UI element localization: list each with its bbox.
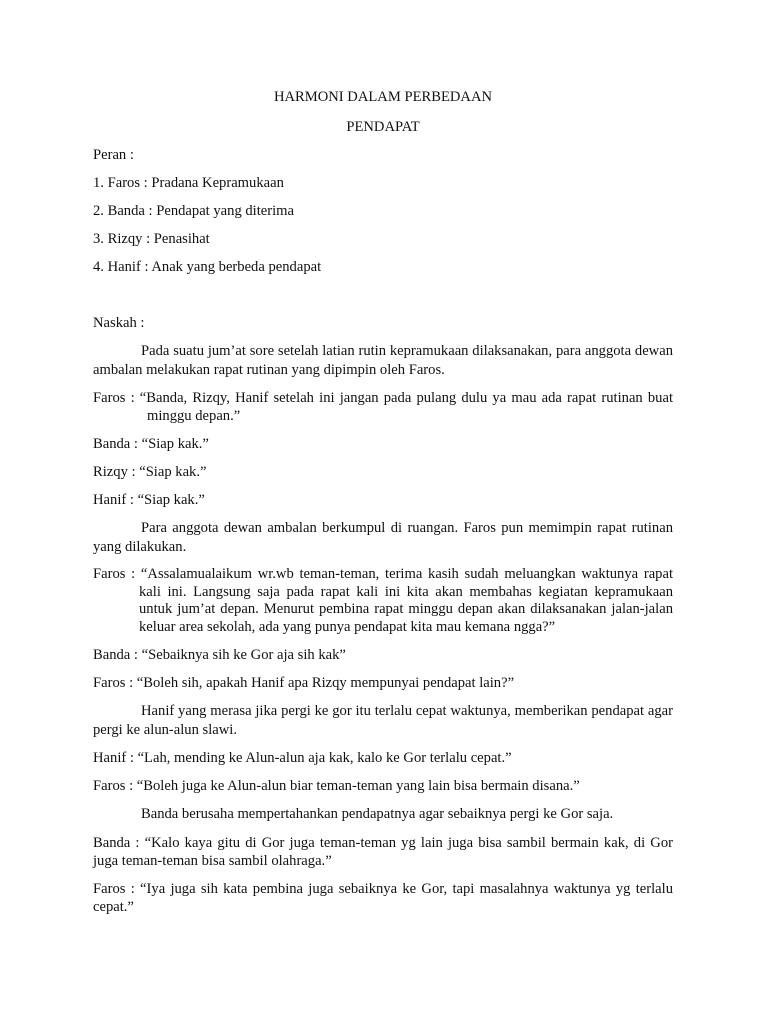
dialogue-line: Rizqy : “Siap kak.” — [93, 464, 207, 480]
script-label: Naskah : — [93, 315, 145, 331]
roles-label: Peran : — [93, 147, 134, 163]
narration-paragraph: Banda berusaha mempertahankan pendapatnya agar sebaiknya pergi ke Gor saja. — [141, 806, 614, 822]
dialogue-line: Faros : “Boleh sih, apakah Hanif apa Rizqy mempunyai pendapat lain?” — [93, 675, 515, 691]
role-item: 3. Rizqy : Penasihat — [93, 231, 210, 247]
dialogue-line: Faros : “Boleh juga ke Alun-alun biar teman-teman yang lain bisa bermain disana.” — [93, 778, 580, 794]
dialogue-line: Faros : “Iya juga sih kata pembina juga sebaiknya ke Gor, tapi masalahnya waktunya yg terlalu cepat.” — [93, 880, 673, 915]
spacer — [93, 286, 673, 314]
dialogue-line: Banda : “Sebaiknya sih ke Gor aja sih kak” — [93, 647, 346, 663]
dialogue-line: Faros : “Banda, Rizqy, Hanif setelah ini jangan pada pulang dulu ya mau ada rapat rutinan buat minggu depan.” — [93, 390, 673, 424]
document-title: HARMONI DALAM PERBEDAAN — [273, 89, 493, 105]
narration-paragraph: Para anggota dewan ambalan berkumpul di ruangan. Faros pun memimpin rapat rutinan yang dilakukan. — [93, 520, 673, 555]
role-item: 1. Faros : Pradana Kepramukaan — [93, 175, 284, 191]
role-item: 2. Banda : Pendapat yang diterima — [93, 203, 295, 219]
dialogue-line: Banda : “Kalo kaya gitu di Gor juga teman-teman yg lain juga bisa sambil bermain kak, di Gor juga teman-teman bisa sambil olahraga.” — [93, 834, 673, 869]
document-subtitle: PENDAPAT — [346, 119, 420, 135]
document-body — [93, 88, 673, 926]
dialogue-line: Banda : “Siap kak.” — [93, 436, 209, 452]
narration-paragraph: Hanif yang merasa jika pergi ke gor itu terlalu cepat waktunya, memberikan pendapat agar pergi ke alun-alun slawi. — [93, 703, 673, 738]
dialogue-line: Hanif : “Siap kak.” — [93, 492, 205, 508]
dialogue-line: Faros : “Assalamualaikum wr.wb teman-teman, terima kasih sudah meluangkan waktunya rapat kali ini. Langsung saja pada rapat kali ini kita akan membahas kegiatan kepramukaan untuk jum’at depan. Menurut pembina rapat minggu depan akan dilaksanakan jalan-jalan keluar area sekolah, ada yang punya pendapat kita mau kemana ngga?” — [93, 566, 673, 635]
dialogue-line: Hanif : “Lah, mending ke Alun-alun aja kak, kalo ke Gor terlalu cepat.” — [93, 750, 512, 766]
role-item: 4. Hanif : Anak yang berbeda pendapat — [93, 259, 322, 275]
narration-paragraph: Pada suatu jum’at sore setelah latian rutin kepramukaan dilaksanakan, para anggota dewan ambalan melakukan rapat rutinan yang dipimpin oleh Faros. — [93, 343, 673, 378]
